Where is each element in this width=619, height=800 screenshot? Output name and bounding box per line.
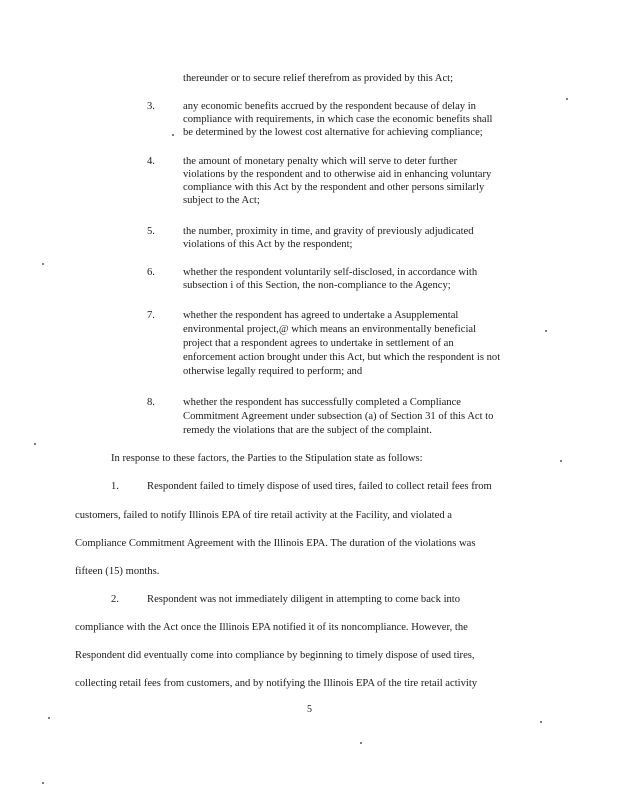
factor-line: project that a respondent agrees to undertake in settlement of an <box>183 338 454 349</box>
factor-line: compliance with this Act by the respondent and other persons similarly <box>183 182 485 193</box>
factor-number: 4. <box>147 156 155 167</box>
scan-speck <box>172 134 174 136</box>
factor-line: whether the respondent has agreed to undertake a Asupplemental <box>183 310 459 321</box>
response-line: Compliance Commitment Agreement with the Illinois EPA. The duration of the violations was <box>75 538 476 549</box>
factor-number: 8. <box>147 397 155 408</box>
factor-line: the amount of monetary penalty which will serve to deter further <box>183 156 458 167</box>
scan-speck <box>545 330 547 332</box>
continuation-line: thereunder or to secure relief therefrom as provided by this Act; <box>183 73 454 84</box>
factor-line: be determined by the lowest cost alternative for achieving compliance; <box>183 127 483 138</box>
factor-line: otherwise legally required to perform; and <box>183 366 363 377</box>
response-line: Respondent was not immediately diligent in attempting to come back into <box>147 594 461 605</box>
page-number: 5 <box>307 704 312 715</box>
scan-speck <box>566 98 568 100</box>
response-line: compliance with the Act once the Illinois EPA notified it of its noncompliance. However, the <box>75 622 468 633</box>
factor-line: remedy the violations that are the subject of the complaint. <box>183 425 432 436</box>
factor-line: environmental project,@ which means an environmentally beneficial <box>183 324 477 335</box>
response-line: fifteen (15) months. <box>75 566 160 577</box>
factor-line: violations of this Act by the respondent; <box>183 239 353 250</box>
response-number: 2. <box>111 594 119 605</box>
factor-line: whether the respondent voluntarily self-disclosed, in accordance with <box>183 267 478 278</box>
scan-speck <box>42 263 44 265</box>
scan-speck <box>360 742 362 744</box>
response-line: Respondent did eventually come into compliance by beginning to timely dispose of used tires, <box>75 650 475 661</box>
scan-speck <box>42 782 44 784</box>
factor-line: subsection i of this Section, the non-compliance to the Agency; <box>183 280 451 291</box>
factor-line: violations by the respondent and to otherwise aid in enhancing voluntary <box>183 169 492 180</box>
intro-sentence: In response to these factors, the Parties to the Stipulation state as follows: <box>111 453 423 464</box>
factor-line: subject to the Act; <box>183 195 260 206</box>
factor-line: any economic benefits accrued by the respondent because of delay in <box>183 101 476 112</box>
response-line: customers, failed to notify Illinois EPA of tire retail activity at the Facility, and violated a <box>75 510 452 521</box>
factor-line: whether the respondent has successfully completed a Compliance <box>183 397 461 408</box>
factor-number: 5. <box>147 226 155 237</box>
factor-line: compliance with requirements, in which case the economic benefits shall <box>183 114 493 125</box>
factor-number: 6. <box>147 267 155 278</box>
scan-speck <box>34 443 36 445</box>
response-line: Respondent failed to timely dispose of used tires, failed to collect retail fees from <box>147 481 492 492</box>
scan-speck <box>48 717 50 719</box>
factor-number: 7. <box>147 310 155 321</box>
scan-speck <box>560 460 562 462</box>
factor-number: 3. <box>147 101 155 112</box>
factor-line: the number, proximity in time, and gravity of previously adjudicated <box>183 226 474 237</box>
factor-line: enforcement action brought under this Act, but which the respondent is not <box>183 352 501 363</box>
response-line: collecting retail fees from customers, and by notifying the Illinois EPA of the tire retail activity <box>75 678 478 689</box>
response-number: 1. <box>111 481 119 492</box>
factor-line: Commitment Agreement under subsection (a) of Section 31 of this Act to <box>183 411 494 422</box>
scan-speck <box>540 721 542 723</box>
